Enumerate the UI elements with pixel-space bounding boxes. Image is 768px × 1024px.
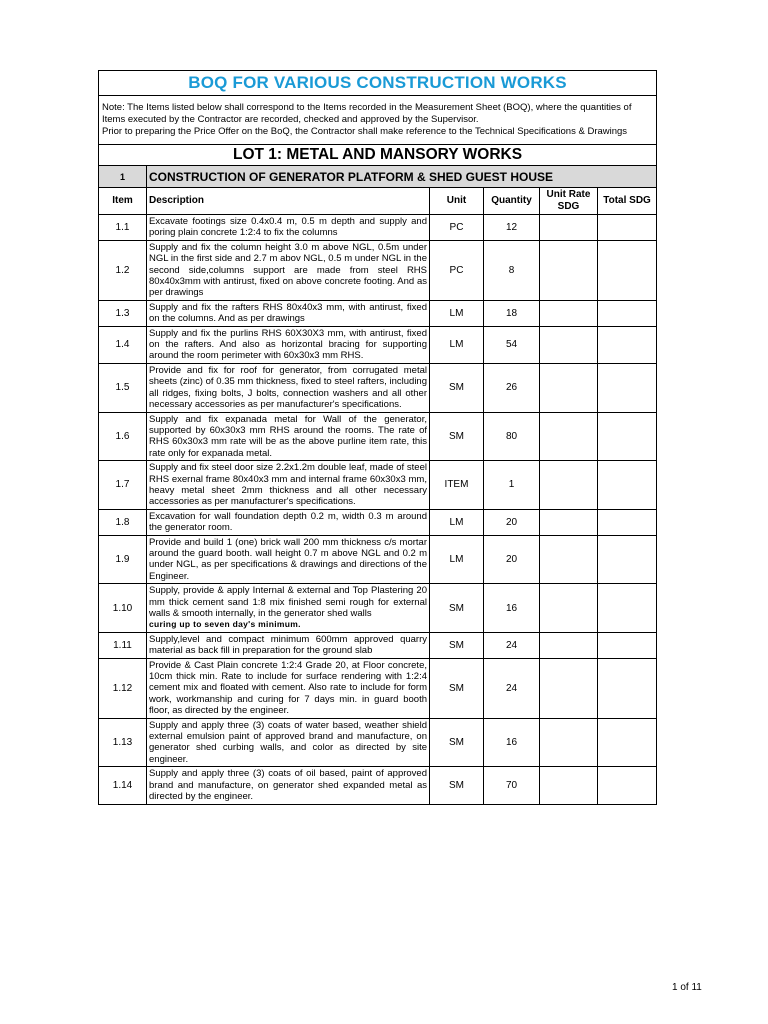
- row-item-number-text: 1.11: [113, 639, 132, 651]
- row-description: [147, 363, 430, 412]
- row-total: [598, 300, 657, 326]
- row-quantity: [484, 240, 540, 300]
- row-unit-rate: [540, 767, 598, 804]
- header-unit: Unit: [430, 188, 484, 215]
- row-quantity-text: 18: [505, 307, 518, 319]
- row-unit-rate: [540, 584, 598, 633]
- row-unit-text: SM: [449, 639, 464, 651]
- row-unit-text: SM: [449, 682, 464, 694]
- row-description: [147, 535, 430, 584]
- row-description: [147, 461, 430, 510]
- row-item-number: [99, 461, 147, 510]
- row-unit: [430, 300, 484, 326]
- table-row: [99, 363, 657, 412]
- row-total: [598, 535, 657, 584]
- row-unit: [430, 632, 484, 658]
- row-item-number-text: 1.6: [115, 430, 130, 442]
- header-total: Total SDG: [598, 188, 657, 215]
- row-unit-text: PC: [449, 221, 464, 233]
- row-description-text: Provide & Cast Plain concrete 1:2:4 Grade 20, at Floor concrete, 10cm thick min. Rate to include for surface rendering with 1:2:4 cement mix and floated with cement. Also rate to include for form work, workmanship and curing for 7 days min. in guard booth floor, as directed by the engineer.: [149, 659, 427, 717]
- table-row: [99, 509, 657, 535]
- row-description: [147, 658, 430, 718]
- row-total: [598, 658, 657, 718]
- header-description: Description: [147, 188, 430, 215]
- header-quantity: Quantity: [484, 188, 540, 215]
- row-item-number: [99, 326, 147, 363]
- section-title: CONSTRUCTION OF GENERATOR PLATFORM & SHED GUEST HOUSE: [147, 166, 657, 188]
- page-number: 1 of 11: [672, 982, 702, 993]
- row-unit-text: LM: [449, 339, 464, 351]
- row-description-text: Supply, provide & apply Internal & external and Top Plastering 20 mm thick cement sand 1:8 mix finished semi rough for external walls & smooth internally, in the generator shed walls: [149, 585, 427, 619]
- row-quantity: [484, 535, 540, 584]
- row-item-number: [99, 584, 147, 633]
- row-unit: [430, 215, 484, 241]
- row-item-number: [99, 240, 147, 300]
- row-item-number-text: 1.7: [115, 479, 130, 491]
- row-unit-rate: [540, 300, 598, 326]
- row-unit-text: SM: [449, 430, 464, 442]
- row-unit-text: LM: [449, 553, 464, 565]
- row-description: [147, 412, 430, 461]
- note-line-2: Prior to preparing the Price Offer on the BoQ, the Contractor shall make reference to the Technical Specifications & Drawings: [102, 126, 628, 137]
- row-item-number: [99, 767, 147, 804]
- row-unit-text: PC: [449, 264, 464, 276]
- row-item-number-text: 1.2: [115, 264, 130, 276]
- row-item-number-text: 1.14: [112, 779, 133, 791]
- table-row: [99, 412, 657, 461]
- row-unit: [430, 363, 484, 412]
- row-item-number-text: 1.1: [115, 221, 130, 233]
- row-quantity-text: 70: [505, 779, 518, 791]
- row-quantity: [484, 658, 540, 718]
- row-quantity-text: 80: [505, 430, 518, 442]
- row-item-number-text: 1.10: [112, 602, 133, 614]
- note-line-1: Note: The Items listed below shall correspond to the Items recorded in the Measurement Sheet (BOQ), where the quantities of Items executed by the Contractor are recorded, checked and approved by the Supervisor.: [102, 102, 632, 125]
- row-quantity: [484, 584, 540, 633]
- boq-table: [98, 70, 657, 805]
- row-quantity: [484, 509, 540, 535]
- row-description-text: Supply and fix the column height 3.0 m above NGL, 0.5m under NGL in the first side and 2.7 m abov NGL, 0.5 m under NGL in the second side,columns support are made from steel RHS 80x40x3mm with antirust, fixed on above concrete footing. And as per drawings: [149, 241, 427, 299]
- row-description: [147, 584, 430, 633]
- row-unit-text: SM: [449, 602, 464, 614]
- row-item-number-text: 1.8: [115, 516, 130, 528]
- row-unit-rate: [540, 240, 598, 300]
- row-description: [147, 767, 430, 804]
- row-quantity-text: 54: [505, 339, 518, 351]
- row-unit-rate: [540, 461, 598, 510]
- row-unit: [430, 718, 484, 767]
- row-quantity: [484, 326, 540, 363]
- row-quantity-text: 8: [508, 264, 515, 276]
- table-row: [99, 718, 657, 767]
- row-quantity: [484, 718, 540, 767]
- row-item-number: [99, 300, 147, 326]
- row-total: [598, 718, 657, 767]
- row-quantity-text: 24: [505, 639, 518, 651]
- row-description: [147, 300, 430, 326]
- header-row: [99, 188, 657, 215]
- row-item-number-text: 1.12: [112, 682, 133, 694]
- row-unit-rate: [540, 632, 598, 658]
- row-unit-text: SM: [449, 736, 464, 748]
- row-description-text: Provide and build 1 (one) brick wall 200 mm thickness c/s mortar around the guard booth. wall height 0.7 m above NGL and 0.2 m under NGL, as per specifications & drawings and directions of the Engineer.: [149, 536, 427, 582]
- row-total: [598, 584, 657, 633]
- row-quantity-text: 12: [505, 221, 518, 233]
- row-unit-rate: [540, 718, 598, 767]
- row-quantity: [484, 215, 540, 241]
- row-unit: [430, 584, 484, 633]
- row-quantity: [484, 363, 540, 412]
- row-item-number: [99, 718, 147, 767]
- row-description: [147, 215, 430, 241]
- row-quantity-text: 24: [505, 682, 518, 694]
- row-description: [147, 632, 430, 658]
- table-row: [99, 215, 657, 241]
- row-unit: [430, 326, 484, 363]
- row-quantity: [484, 412, 540, 461]
- row-description-text: Provide and fix for roof for generator, from corrugated metal sheets (zinc) of 0.35 mm thickness, fixed to steel rafters, including all ridges, fixing bolts, J bolts, connection washers and all other necessary accessories as per manufacturer's specifications.: [149, 364, 427, 411]
- row-unit-text: LM: [449, 516, 464, 528]
- row-unit-rate: [540, 363, 598, 412]
- row-unit: [430, 240, 484, 300]
- row-quantity: [484, 300, 540, 326]
- row-item-number-text: 1.9: [115, 553, 130, 565]
- row-total: [598, 240, 657, 300]
- section-number: 1: [99, 166, 147, 188]
- table-row: [99, 535, 657, 584]
- header-item: Item: [99, 188, 147, 215]
- row-unit-text: SM: [449, 382, 464, 394]
- row-unit-rate: [540, 215, 598, 241]
- row-total: [598, 767, 657, 804]
- table-row: [99, 326, 657, 363]
- row-item-number: [99, 632, 147, 658]
- row-unit: [430, 509, 484, 535]
- row-quantity-text: 16: [505, 736, 518, 748]
- row-description-text: Supply and fix the purlins RHS 60X30X3 mm, with antirust, fixed on the rafters. And also as horizontal bracing for supporting around the room perimeter with 60x30x3 mm RHS.: [149, 327, 427, 362]
- table-row: [99, 767, 657, 804]
- row-item-number: [99, 412, 147, 461]
- table-row: [99, 461, 657, 510]
- row-item-number: [99, 363, 147, 412]
- row-unit-rate: [540, 535, 598, 584]
- table-row: [99, 658, 657, 718]
- row-unit-rate: [540, 326, 598, 363]
- table-row: [99, 240, 657, 300]
- row-item-number-text: 1.13: [112, 736, 133, 748]
- row-item-number-text: 1.4: [115, 339, 130, 351]
- row-unit: [430, 535, 484, 584]
- row-quantity-text: 1: [508, 479, 515, 491]
- row-quantity-text: 20: [505, 553, 518, 565]
- row-description: [147, 509, 430, 535]
- row-description-text: Supply and fix steel door size 2.2x1.2m double leaf, made of steel RHS exernal frame 80x40x3 mm and internal frame 60x30x3 mm, heavy metal sheet 2mm thickness and all other necessary accessories as per manufacturer's specifications.: [149, 462, 427, 508]
- row-unit-rate: [540, 412, 598, 461]
- row-item-number: [99, 215, 147, 241]
- row-item-number: [99, 509, 147, 535]
- row-total: [598, 326, 657, 363]
- row-description-text: Supply and apply three (3) coats of oil based, paint of approved brand and manufacture, on generator shed expanded metal as directed by the engineer.: [149, 768, 427, 803]
- document-title: BOQ FOR VARIOUS CONSTRUCTION WORKS: [99, 71, 657, 96]
- row-description: [147, 326, 430, 363]
- row-total: [598, 215, 657, 241]
- row-quantity: [484, 632, 540, 658]
- note-block: [99, 96, 657, 145]
- row-unit-text: SM: [449, 779, 464, 791]
- row-quantity: [484, 767, 540, 804]
- row-item-number-text: 1.3: [115, 307, 130, 319]
- table-row: [99, 632, 657, 658]
- row-item-number-text: 1.5: [115, 382, 130, 394]
- row-description-text: Supply,level and compact minimum 600mm approved quarry material as back fill in preparation for the ground slab: [149, 633, 427, 657]
- row-description-text: Supply and fix expanada metal for Wall of the generator, supported by 60x30x3 mm RHS around the rooms. The rate of RHS 60x30x3 mm rate will be as the above purline item rate, this rate only for expanada metal.: [149, 413, 427, 459]
- row-item-number: [99, 658, 147, 718]
- table-row: [99, 300, 657, 326]
- boq-sheet: [98, 70, 656, 805]
- row-quantity: [484, 461, 540, 510]
- row-description: [147, 240, 430, 300]
- row-unit: [430, 461, 484, 510]
- lot-title: LOT 1: METAL AND MANSORY WORKS: [99, 145, 657, 166]
- row-total: [598, 363, 657, 412]
- row-quantity-text: 16: [505, 602, 518, 614]
- row-unit-text: ITEM: [444, 479, 469, 491]
- row-unit-text: LM: [449, 307, 464, 319]
- row-unit-rate: [540, 658, 598, 718]
- row-description-text: Supply and fix the rafters RHS 80x40x3 mm, with antirust, fixed on the columns. And as per drawings: [149, 301, 427, 325]
- row-total: [598, 412, 657, 461]
- row-total: [598, 632, 657, 658]
- row-unit: [430, 767, 484, 804]
- row-description-text: Excavation for wall foundation depth 0.2 m, width 0.3 m around the generator room.: [149, 510, 427, 534]
- row-unit: [430, 658, 484, 718]
- table-row: [99, 584, 657, 633]
- row-description-text: Supply and apply three (3) coats of water based, weather shield external emulsion paint of approved brand and manufacture, on generator shed curbing walls, and color as directed by site engineer.: [149, 719, 427, 765]
- header-unit-rate: Unit Rate SDG: [540, 188, 598, 215]
- row-unit-rate: [540, 509, 598, 535]
- row-unit: [430, 412, 484, 461]
- row-description: [147, 718, 430, 767]
- row-item-number: [99, 535, 147, 584]
- row-quantity-text: 26: [505, 382, 518, 394]
- row-total: [598, 509, 657, 535]
- row-description-text: Excavate footings size 0.4x0.4 m, 0.5 m depth and supply and poring plain concrete 1:2:4 to fix the columns: [149, 216, 427, 239]
- row-description-note: curing up to seven day's minimum.: [149, 619, 301, 630]
- row-quantity-text: 20: [505, 516, 518, 528]
- row-total: [598, 461, 657, 510]
